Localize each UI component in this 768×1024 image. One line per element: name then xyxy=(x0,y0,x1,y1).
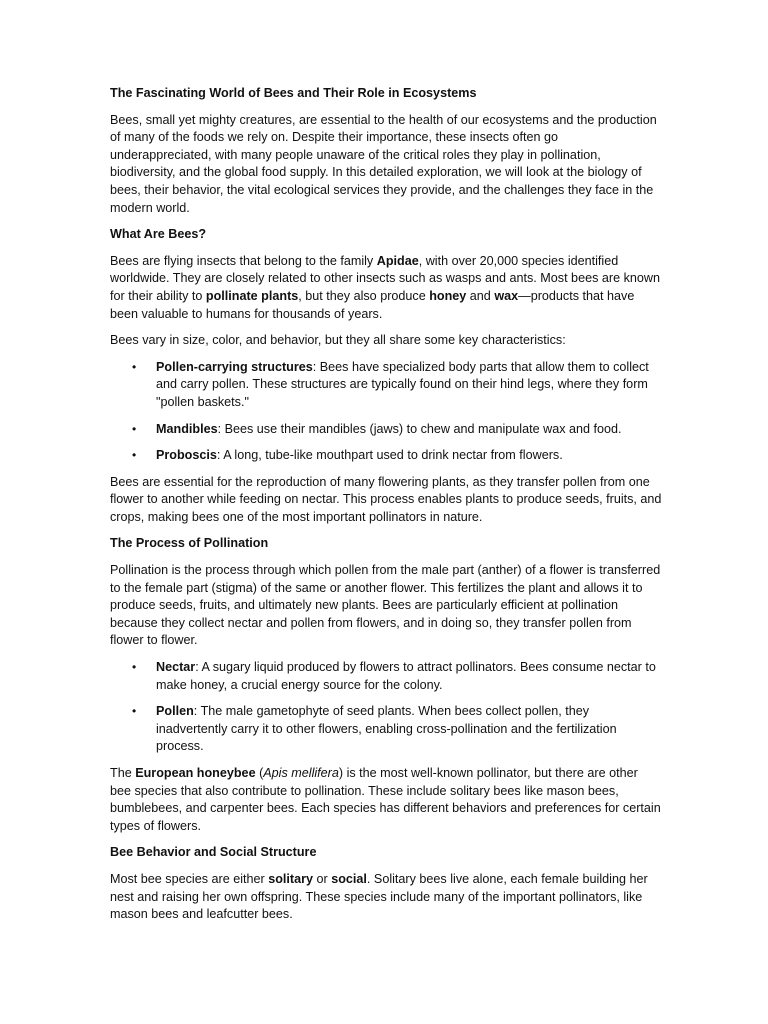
text-run: ( xyxy=(255,766,264,780)
list-item xyxy=(110,447,662,465)
list-item-desc: : The male gametophyte of seed plants. When bees collect pollen, they inadvertently carry it to other flowers, enabling cross-pollination and the fertilization process. xyxy=(156,704,617,754)
bold-term-apidae: Apidae xyxy=(376,253,419,268)
section-heading-what-are-bees: What Are Bees? xyxy=(110,227,207,242)
document-page xyxy=(110,85,662,933)
section-heading-behavior: Bee Behavior and Social Structure xyxy=(110,845,317,860)
bold-term-social: social xyxy=(331,871,367,886)
pollination-paragraph-2 xyxy=(110,765,662,835)
list-item-desc: : Bees have specialized body parts that allow them to collect and carry pollen. These structures are typically found on their hind legs, where they form "pollen baskets." xyxy=(156,359,649,409)
bullet-icon: • xyxy=(132,448,137,463)
list-item-term: Proboscis xyxy=(156,448,217,463)
text-run: and xyxy=(466,288,495,303)
behavior-paragraph-1 xyxy=(110,871,662,924)
pollination-paragraph-1: Pollination is the process through which pollen from the male part (anther) of a flower is transferred to the female part (stigma) of the same or another flower. This fertilizes the plant and allows it to produce seeds, fruits, and ultimately new plants. Bees are particularly efficient at pollination because they collect nectar and pollen from flowers, and in doing so, they transfer pollen from flower to flower. xyxy=(110,563,661,648)
what-are-bees-paragraph-2: Bees vary in size, color, and behavior, but they all share some key characteristics: xyxy=(110,333,566,348)
intro-paragraph: Bees, small yet mighty creatures, are essential to the health of our ecosystems and the production of many of the foods we rely on. Despite their importance, these insects often go underappreciated, with many people unaware of the critical roles they play in pollination, biodiversity, and the global food supply. In this detailed exploration, we will look at the biology of bees, their behavior, the vital ecological services they provide, and the challenges they face in the modern world. xyxy=(110,112,657,215)
list-item-desc: : Bees use their mandibles (jaws) to chew and manipulate wax and food. xyxy=(217,421,622,436)
text-run: , with over 20,000 species identified worldwide. They are closely related to other insects such as wasps and ants. Most bees are known for their ability to xyxy=(110,253,660,303)
italic-term-apis-mellifera: Apis mellifera xyxy=(263,766,339,780)
list-item xyxy=(110,421,662,439)
bullet-icon: • xyxy=(132,421,137,436)
text-run: , but they also produce xyxy=(298,288,430,303)
list-item xyxy=(110,359,662,412)
list-item-term: Nectar xyxy=(156,660,196,675)
text-run: —products that have been valuable to humans for thousands of years. xyxy=(110,288,635,321)
list-item-term: Mandibles xyxy=(156,421,218,436)
bold-term-european-honeybee: European honeybee xyxy=(135,766,256,780)
section-heading-pollination: The Process of Pollination xyxy=(110,536,269,551)
what-are-bees-paragraph-1 xyxy=(110,253,662,323)
list-item-term: Pollen xyxy=(156,704,194,719)
text-run: Bees are flying insects that belong to the family xyxy=(110,253,377,268)
text-run: ) is the most well-known pollinator, but there are other bee species that also contribute to pollination. These include solitary bees like mason bees, bumblebees, and carpenter bees. Each species has different behaviors and preferences for certain types of flowers. xyxy=(110,766,661,833)
list-item xyxy=(110,659,662,694)
bold-term-wax: wax xyxy=(494,288,519,303)
bold-term-honey: honey xyxy=(429,288,467,303)
list-item-desc: : A long, tube-like mouthpart used to drink nectar from flowers. xyxy=(216,448,563,463)
text-run: . Solitary bees live alone, each female building her nest and raising her own offspring. These species include many of the important pollinators, like mason bees and leafcutter bees. xyxy=(110,871,648,922)
bold-term-pollinate-plants: pollinate plants xyxy=(205,288,299,303)
bullet-icon: • xyxy=(132,660,137,675)
bold-term-solitary: solitary xyxy=(268,871,314,886)
list-item-desc: : A sugary liquid produced by flowers to attract pollinators. Bees consume nectar to make honey, a crucial energy source for the colony. xyxy=(156,660,656,692)
bullet-icon: • xyxy=(132,704,137,719)
text-run: Most bee species are either xyxy=(110,871,269,886)
characteristics-list xyxy=(110,359,662,465)
pollination-list xyxy=(110,659,662,756)
list-item-term: Pollen-carrying structures xyxy=(156,359,313,374)
text-run: or xyxy=(313,871,332,886)
what-are-bees-paragraph-3: Bees are essential for the reproduction of many flowering plants, as they transfer pollen from one flower to another while feeding on nectar. This process enables plants to produce seeds, fruits, and crops, making bees one of the most important pollinators in nature. xyxy=(110,474,662,524)
bullet-icon: • xyxy=(132,359,137,374)
list-item xyxy=(110,703,662,756)
text-run: The xyxy=(110,766,136,780)
document-title: The Fascinating World of Bees and Their Role in Ecosystems xyxy=(110,86,477,100)
